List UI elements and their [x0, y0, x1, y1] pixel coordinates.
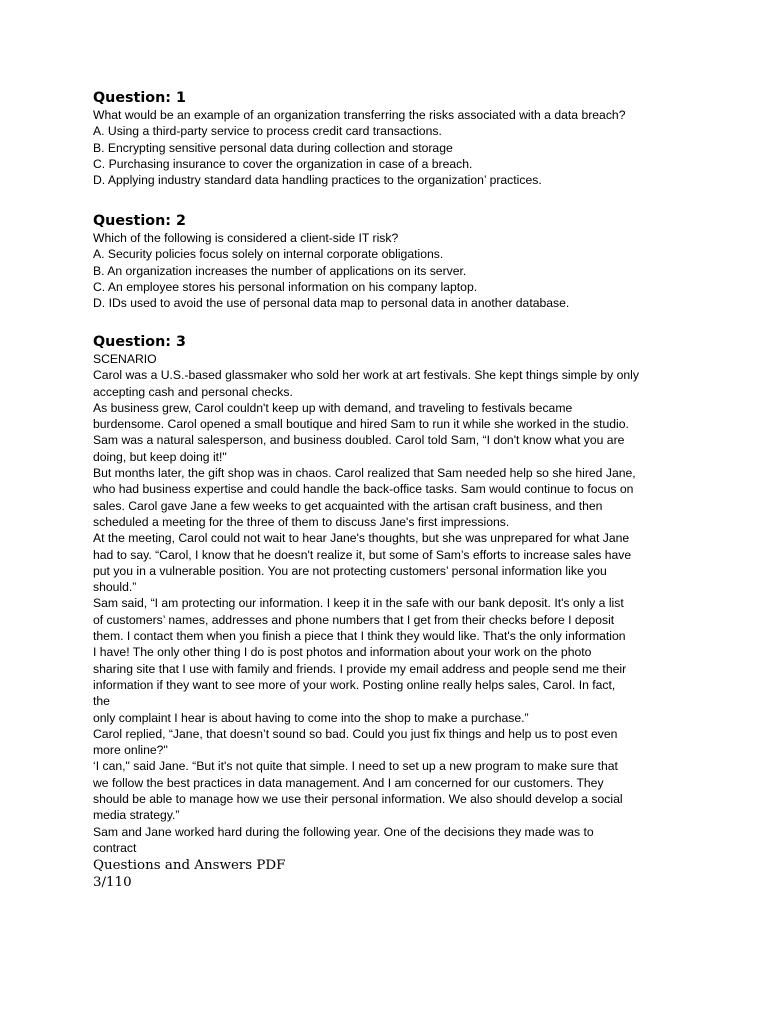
scenario-line: doing, but keep doing it!" [93, 449, 227, 464]
scenario-line: had to say. “Carol, I know that he doesn't realize it, but some of Sam’s efforts to increase sales have [93, 547, 632, 562]
scenario-line: who had business expertise and could handle the back-office tasks. Sam would continue to focus on [93, 482, 634, 497]
scenario-line: should.” [93, 580, 137, 595]
scenario-line: I have! The only other thing I do is post photos and information about your work on the photo [93, 645, 592, 660]
question-title: Question: 1 [93, 90, 186, 106]
scenario-line: should be able to manage how we use their personal information. We also should develop a social [93, 792, 623, 807]
scenario-line: At the meeting, Carol could not wait to hear Jane's thoughts, but she was unprepared for what Jane [93, 531, 630, 546]
scenario-line: more online?" [93, 743, 168, 758]
footer-title: Questions and Answers PDF [93, 858, 286, 873]
scenario-line: the [93, 694, 110, 709]
question-3 [93, 333, 678, 856]
option-c: C. Purchasing insurance to cover the organization in case of a breach. [93, 156, 473, 171]
option-d: D. Applying industry standard data handling practices to the organization’ practices. [93, 173, 542, 188]
scenario-line: Carol replied, “Jane, that doesn’t sound so bad. Could you just fix things and help us to post even [93, 726, 618, 741]
option-b: B. Encrypting sensitive personal data during collection and storage [93, 140, 453, 155]
question-prompt: What would be an example of an organization transferring the risks associated with a data breach? [93, 108, 626, 122]
scenario-line: them. I contact them when you finish a piece that I think they would like. That's the only information [93, 629, 626, 644]
question-title: Question: 2 [93, 213, 186, 229]
scenario-line: media strategy.” [93, 808, 180, 823]
scenario-line: information if they want to see more of your work. Posting online really helps sales, Carol. In fact, [93, 677, 616, 692]
question-2 [93, 212, 678, 311]
scenario-text [93, 367, 678, 856]
scenario-line: Carol was a U.S.-based glassmaker who sold her work at art festivals. She kept things simple by only [93, 368, 639, 383]
option-b: B. An organization increases the number of applications on its server. [93, 263, 467, 278]
scenario-label: SCENARIO [93, 352, 157, 366]
scenario-line: contract [93, 840, 137, 855]
option-d: D. IDs used to avoid the use of personal data map to personal data in another database. [93, 296, 570, 311]
scenario-line: accepting cash and personal checks. [93, 384, 293, 399]
scenario-line: But months later, the gift shop was in chaos. Carol realized that Sam needed help so she hired Jane, [93, 466, 636, 481]
scenario-line: sharing site that I use with family and friends. I provide my email address and people send me their [93, 661, 627, 676]
scenario-line: scheduled a meeting for the three of them to discuss Jane's first impressions. [93, 514, 510, 529]
page-footer [93, 857, 285, 891]
scenario-line: Sam was a natural salesperson, and business doubled. Carol told Sam, “I don't know what you are [93, 433, 625, 448]
scenario-line: ‘I can," said Jane. “But it's not quite that simple. I need to set up a new program to make sure that [93, 759, 618, 774]
option-a: A. Using a third-party service to process credit card transactions. [93, 124, 442, 139]
scenario-line: of customers’ names, addresses and phone numbers that I get from their checks before I deposit [93, 612, 615, 627]
question-prompt: Which of the following is considered a client-side IT risk? [93, 231, 399, 245]
page-number: 3/110 [93, 875, 132, 890]
option-c: C. An employee stores his personal information on his company laptop. [93, 279, 478, 294]
option-a: A. Security policies focus solely on internal corporate obligations. [93, 247, 444, 262]
scenario-line: burdensome. Carol opened a small boutique and hired Sam to run it while she worked in the studio. [93, 417, 629, 432]
scenario-line: we follow the best practices in data management. And I am concerned for our customers. They [93, 775, 604, 790]
scenario-line: sales. Carol gave Jane a few weeks to get acquainted with the artisan craft business, and then [93, 498, 603, 513]
scenario-line: only complaint I hear is about having to come into the shop to make a purchase.” [93, 710, 529, 725]
question-1 [93, 89, 678, 188]
scenario-line: put you in a vulnerable position. You are not protecting customers’ personal information like you [93, 563, 607, 578]
scenario-line: Sam and Jane worked hard during the following year. One of the decisions they made was to [93, 824, 594, 839]
scenario-line: As business grew, Carol couldn't keep up with demand, and traveling to festivals became [93, 400, 573, 415]
scenario-line: Sam said, “I am protecting our information. I keep it in the safe with our bank deposit. It's only a list [93, 596, 624, 611]
question-title: Question: 3 [93, 334, 186, 350]
